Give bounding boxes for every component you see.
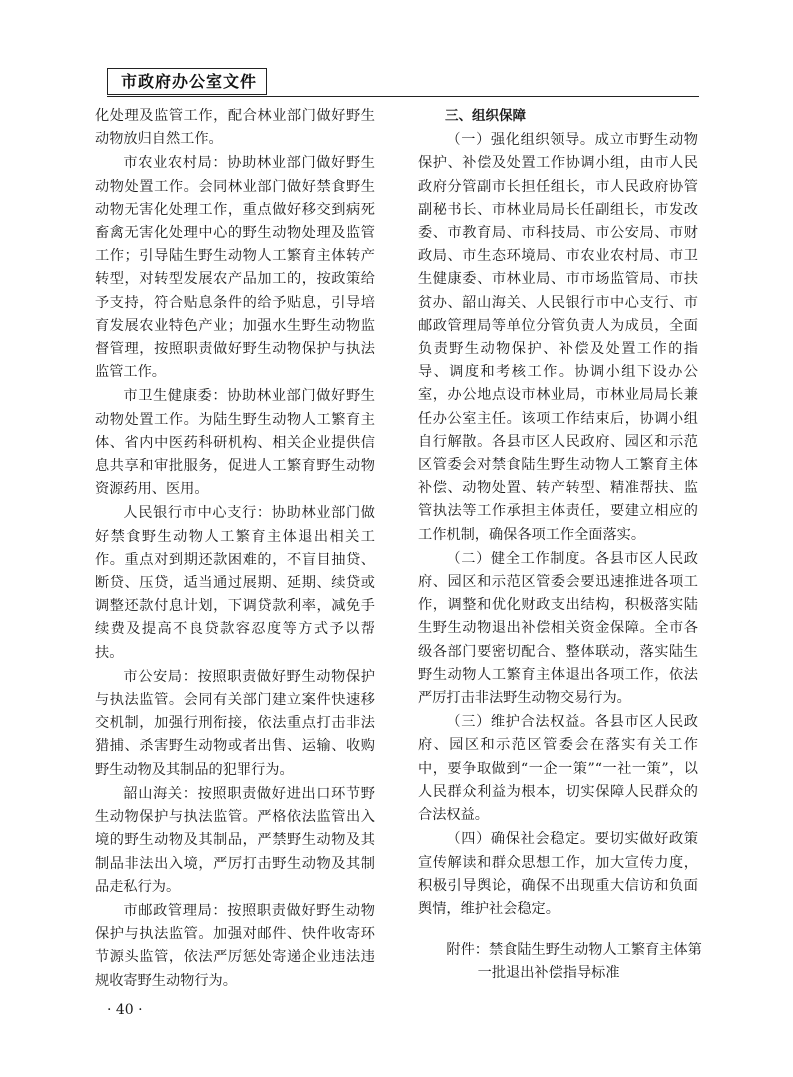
right-paragraph-4: （四）确保社会稳定。要切实做好政策宣传解读和群众思想工作，加大宣传力度，积极引导舆论，确保不出现重大信访和负面舆情，维护社会稳定。 xyxy=(418,831,698,917)
header-rule xyxy=(107,96,699,97)
right-paragraph-1: （一）强化组织领导。成立市野生动物保护、补偿及处置工作协调小组，由市人民政府分管副市长担任组长，市人民政府协管副秘书长、市林业局局长任副组长，市发改委、市教育局、市科技局、市公安局、市财政局、市生态环境局、市农业农村局、市卫生健康委、市林业局、市市场监管局、市扶贫办、韶山海关、人民银行市中心支行、市邮政管理局等单位分管负责人为成员，全面负责野生动物保护、补偿及处置工作的指导、调度和考核工作。协调小组下设办公室，办公地点设市林业局，市林业局局长兼任办公室主任。该项工作结束后，协调小组自行解散。各县市区人民政府、园区和示范区管委会对禁食陆生野生动物人工繁育主体补偿、动物处置、转产转型、精准帮扶、监管执法等工作承担主体责任，要建立相应的工作机制，确保各项工作全面落实。 xyxy=(418,132,698,543)
right-column xyxy=(418,105,702,987)
left-paragraph-3: 市卫生健康委：协助林业部门做好野生动物处置工作。为陆生野生动物人工繁育主体、省内中医药科研机构、相关企业提供信息共享和审批服务，促进人工繁育野生动物资源药用、医用。 xyxy=(95,388,375,498)
left-paragraph-2: 市农业农村局：协助林业部门做好野生动物处置工作。会同林业部门做好禁食野生动物无害化处理工作，重点做好移交到病死畜禽无害化处理中心的野生动物处理及监管工作；引导陆生野生动物人工繁育主体转产转型，对转型发展农产品加工的，按政策给予支持，符合贴息条件的给予贴息，引导培育发展农业特色产业；加强水生野生动物监督管理，按照职责做好野生动物保护与执法监管工作。 xyxy=(95,155,375,381)
attachment-note xyxy=(418,939,702,985)
attachment-line-1: 附件：禁食陆生野生动物人工繁育主体第 xyxy=(446,942,702,959)
left-paragraph-7: 市邮政管理局：按照职责做好野生动物保护与执法监管。加强对邮件、快件收寄环节源头监管，依法严厉惩处寄递企业违法违规收寄野生动物行为。 xyxy=(95,902,375,989)
left-paragraph-6: 韶山海关：按照职责做好进出口环节野生动物保护与执法监管。严格依法监管出入境的野生动物及其制品，严禁野生动物及其制品非法出入境，严厉打击野生动物及其制品走私行为。 xyxy=(95,785,375,895)
attachment-line-2: 一批退出补偿指导标准 xyxy=(477,965,620,982)
right-paragraph-3: （三）维护合法权益。各县市区人民政府、园区和示范区管委会在落实有关工作中，要争取做到“一企一策”“一社一策”，以人民群众利益为根本，切实保障人民群众的合法权益。 xyxy=(418,714,698,824)
left-column xyxy=(95,105,375,994)
right-paragraph-2: （二）健全工作制度。各县市区人民政府、园区和示范区管委会要迅速推进各项工作，调整和优化财政支出结构，积极落实陆生野生动物退出补偿相关资金保障。全市各级各部门要密切配合、整体联动，落实陆生野生动物人工繁育主体退出各项工作，依法严厉打击非法野生动物交易行为。 xyxy=(418,550,698,707)
section-heading: 三、组织保障 xyxy=(445,108,526,124)
left-paragraph-1: 化处理及监管工作，配合林业部门做好野生动物放归自然工作。 xyxy=(95,108,375,148)
left-paragraph-4: 人民银行市中心支行：协助林业部门做好禁食野生动物人工繁育主体退出相关工作。重点对到期还款困难的，不盲目抽贷、断贷、压贷，适当通过展期、延期、续贷或调整还款付息计划，下调贷款利率，减免手续费及提高不良贷款容忍度等方式予以帮扶。 xyxy=(95,505,375,661)
page-number: · 40 · xyxy=(107,1002,143,1018)
left-paragraph-5: 市公安局：按照职责做好野生动物保护与执法监管。会同有关部门建立案件快速移交机制，加强行刑衔接，依法重点打击非法猎捕、杀害野生动物或者出售、运输、收购野生动物及其制品的犯罪行为。 xyxy=(95,668,375,778)
header-title: 市政府办公室文件 xyxy=(117,70,261,94)
